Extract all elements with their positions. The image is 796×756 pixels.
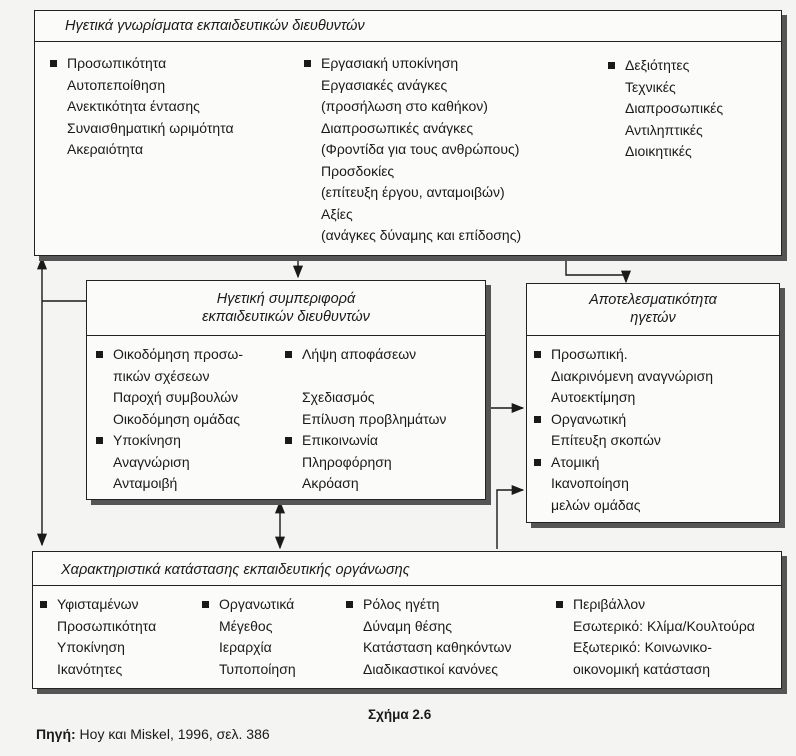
leader-behavior-title-line1: Ηγετική συμπεριφορά [216, 291, 356, 307]
list-item: Διαπροσωπικές ανάγκες [321, 119, 474, 136]
traits-skills-column [605, 55, 723, 163]
list-item: Ικανότητες [57, 660, 123, 677]
list-item: Οργανωτική [531, 409, 713, 431]
list-item: Ακεραιότητα [67, 141, 144, 157]
bottom-to-right-arrow [497, 490, 523, 549]
list-item: (επίτευξη έργου, ανταμοιβών) [321, 184, 505, 200]
list-item: Διαδικαστικοί κανόνες [363, 660, 498, 677]
list-item: Οικοδόμηση προσω- [93, 344, 243, 366]
list-item: (Φροντίδα για τους ανθρώπους) [321, 141, 520, 157]
list-item: Κατάσταση καθηκόντων [363, 639, 512, 655]
list-item: Συναισθηματική ωριμότητα [67, 119, 234, 136]
list-item: Εργασιακές ανάγκες [321, 76, 448, 93]
list-item: πικών σχέσεων [113, 367, 210, 384]
leader-behavior-title [87, 281, 485, 336]
source-citation [36, 726, 270, 742]
list-item: Επίλυση προβλημάτων [302, 410, 447, 427]
list-item: Οργανωτικά [199, 594, 296, 616]
list-item: Σχεδιασμός [302, 389, 375, 405]
list-item: Πληροφόρηση [302, 453, 392, 470]
list-item: Εργασιακή υποκίνηση [301, 53, 521, 75]
figure-caption: Σχήμα 2.6 [368, 707, 432, 722]
source-label: Πηγή: [36, 726, 76, 742]
traits-motivation-column [301, 53, 521, 247]
list-item: μελών ομάδας [551, 496, 641, 513]
school-context-box [32, 551, 782, 689]
list-item: Υποκίνηση [93, 430, 243, 452]
list-item: Προσωπική. [531, 344, 713, 366]
list-item: Διαπροσωπικές [625, 100, 724, 116]
list-item: Επικοινωνία [282, 430, 446, 452]
context-organizational-column [199, 594, 296, 680]
list-item: Εξωτερικό: Κοινωνικο- [573, 639, 712, 655]
list-item: Παροχή συμβουλών [113, 389, 239, 405]
leader-behavior-title-line2: εκπαιδευτικών διευθυντών [202, 309, 370, 325]
list-item: Λήψη αποφάσεων [282, 344, 446, 366]
list-item: Ανεκτικότητα έντασης [67, 98, 200, 114]
context-environment-column [553, 594, 755, 680]
list-item: Δύναμη θέσης [363, 617, 453, 634]
effectiveness-title [527, 284, 779, 336]
list-item: Διακρινόμενη αναγνώριση [551, 367, 714, 384]
effectiveness-title-line1: Αποτελεσματικότητα [589, 292, 717, 308]
context-leader-role-column [343, 594, 511, 680]
list-item: Ακρόαση [302, 475, 359, 491]
list-item: Τεχνικές [625, 78, 676, 95]
list-item: (προσήλωση στο καθήκον) [321, 98, 488, 114]
list-item: Ατομική [531, 452, 713, 474]
behavior-decisions-column [282, 344, 446, 495]
list-item: Ιεραρχία [219, 639, 272, 655]
list-item: Αυτοπεποίθηση [67, 76, 166, 93]
traits-personality-column [47, 53, 234, 161]
list-item: Υποκίνηση [57, 639, 125, 655]
list-item: Περιβάλλον [553, 594, 755, 616]
list-item: Δεξιότητες [605, 55, 723, 77]
list-item: Διοικητικές [625, 143, 692, 159]
list-item: Τυποποίηση [219, 660, 296, 677]
list-item: Οικοδόμηση ομάδας [113, 410, 240, 427]
behavior-relations-column [93, 344, 243, 495]
list-item: Ρόλος ηγέτη [343, 594, 511, 616]
list-item: Αξίες [321, 205, 353, 222]
list-item: Προσωπικότητα [47, 53, 234, 75]
leader-traits-title: Ηγετικά γνωρίσματα εκπαιδευτικών διευθυντών [35, 11, 781, 42]
list-item: Υφισταμένων [37, 594, 156, 616]
effectiveness-title-line2: ηγετών [630, 310, 676, 326]
list-item: οικονομική κατάσταση [573, 660, 710, 677]
list-item: Μέγεθος [219, 617, 273, 634]
list-item: Αναγνώριση [113, 453, 190, 470]
list-item: Ικανοποίηση [551, 475, 629, 491]
list-item: Εσωτερικό: Κλίμα/Κουλτούρα [573, 617, 755, 634]
list-item: (ανάγκες δύναμης και επίδοσης) [321, 227, 522, 243]
list-item: Επίτευξη σκοπών [551, 432, 661, 448]
source-text: Hoy και Miskel, 1996, σελ. 386 [75, 726, 270, 742]
top-to-right-arrow [566, 258, 626, 282]
list-item: Ανταμοιβή [113, 475, 178, 491]
leader-traits-box [34, 10, 782, 256]
effectiveness-items-column [531, 344, 713, 516]
list-item: Αυτοεκτίμηση [551, 389, 636, 405]
list-item: Προσδοκίες [321, 162, 395, 179]
school-context-title: Χαρακτηριστικά κατάστασης εκπαιδευτικής οργάνωσης [33, 552, 781, 586]
context-subordinates-column [37, 594, 156, 680]
leader-behavior-box [86, 280, 486, 500]
effectiveness-box [526, 283, 780, 523]
list-item: Αντιληπτικές [625, 121, 703, 138]
list-item: Προσωπικότητα [57, 617, 157, 634]
